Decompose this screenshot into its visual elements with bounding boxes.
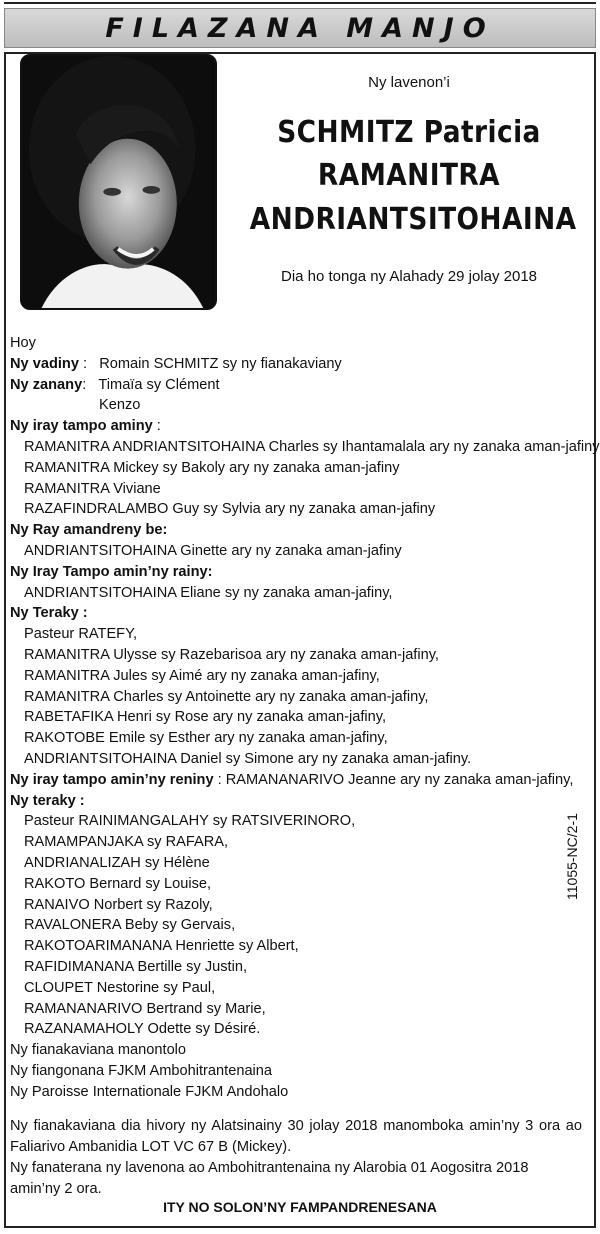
tampo-rainy-label: Ny Iray Tampo amin’ny rainy:: [10, 563, 213, 580]
tampo-label: Ny iray tampo aminy: [10, 418, 153, 435]
tampo-reniny-value: : RAMANANARIVO Jeanne ary ny zanaka aman-jafiny,: [213, 771, 574, 788]
list-item: RANAIVO Norbert sy Razoly,: [24, 896, 213, 913]
tampo-reniny-label: Ny iray tampo amin’ny reniny: [10, 771, 214, 788]
footer-para2-line2: amin’ny 2 ora.: [10, 1181, 102, 1197]
list-item: RAKOTO Bernard sy Louise,: [24, 875, 212, 892]
zanany-label: Ny zanany: [10, 376, 83, 393]
zanany-value2: Kenzo: [99, 397, 141, 414]
list-item: RAMANITRA Charles sy Antoinette ary ny zanaka aman-jafiny,: [24, 688, 429, 705]
list-item: RAMAMPANJAKA sy RAFARA,: [24, 834, 229, 851]
list-item: RAMANITRA ANDRIANTSITOHAINA Charles sy Ihantamalala ary ny zanaka aman-jafiny: [24, 438, 600, 455]
banner-title: FILAZANA MANJO: [105, 12, 495, 44]
vady-label: Ny vadiny: [10, 355, 79, 372]
tampo-reniny-line: [10, 770, 590, 791]
ray-label: Ny Ray amandreny be:: [10, 522, 168, 539]
zanany-value1: Timaïa sy Clément: [98, 376, 220, 393]
closing-item: Ny Paroisse Internationale FJKM Andohalo: [10, 1083, 289, 1100]
list-item: RAZANAMAHOLY Odette sy Désiré.: [24, 1021, 261, 1038]
banner: [4, 8, 596, 48]
zanany-line: [10, 375, 590, 396]
list-item: RAMANITRA Jules sy Aimé ary ny zanaka aman-jafiny,: [24, 667, 380, 684]
zanany-sep: :: [82, 376, 87, 393]
list-item: RAVALONERA Beby sy Gervais,: [24, 917, 236, 934]
closing-item: Ny fianakaviana manontolo: [10, 1042, 187, 1059]
list-item: ANDRIANTSITOHAINA Eliane sy ny zanaka aman-jafiny,: [24, 584, 393, 601]
list-item: RAMANANARIVO Bertrand sy Marie,: [24, 1000, 266, 1017]
deceased-name-line3: ANDRIANTSITOHAINA: [249, 202, 577, 237]
teraky2-label: Ny teraky :: [10, 792, 85, 809]
list-item: RABETAFIKA Henri sy Rose ary ny zanaka aman-jafiny,: [24, 709, 387, 726]
zanany-line2: [10, 395, 590, 416]
closing-statement: ITY NO SOLON’NY FAMPANDRENESANA: [163, 1199, 437, 1215]
tampo-label-line: [10, 416, 590, 437]
list-item: RAKOTOARIMANANA Henriette sy Albert,: [24, 938, 299, 955]
vady-value: Romain SCHMITZ sy ny fianakaviany: [99, 355, 342, 372]
list-item: ANDRIANALIZAH sy Hélène: [24, 854, 210, 871]
footer-para1: Ny fianakaviana dia hivory ny Alatsinainy 30 jolay 2018 manomboka amin’ny 3 ora ao Faliarivo Ambanidia LOT VC 67 B (Mickey).: [10, 1118, 582, 1155]
vady-sep: :: [78, 355, 88, 372]
death-notice: Dia ho tonga ny Alahady 29 jolay 2018: [280, 268, 538, 285]
tampo-sep: :: [152, 418, 161, 435]
footer-para2-line1: Ny fanaterana ny lavenona ao Ambohitrantenaina ny Alarobia 01 Aogositra 2018: [10, 1160, 529, 1176]
intro-text: Ny lavenon’i: [368, 74, 450, 91]
list-item: ANDRIANTSITOHAINA Ginette ary ny zanaka aman-jafiny: [24, 542, 402, 559]
list-item: Pasteur RAINIMANGALAHY sy RATSIVERINORO,: [24, 813, 356, 830]
notice-body: [10, 333, 600, 1102]
list-item: RAKOTOBE Emile sy Esther ary ny zanaka aman-jafiny,: [24, 730, 388, 747]
teraky1-label: Ny Teraky :: [10, 605, 88, 622]
list-item: ANDRIANTSITOHAINA Daniel sy Simone ary ny zanaka aman-jafiny.: [24, 750, 472, 767]
hoy-line: Hoy: [10, 335, 36, 351]
list-item: Pasteur RATEFY,: [24, 626, 138, 643]
reference-number: 11055-NC/2-1: [564, 813, 580, 900]
footer-text: [10, 1116, 582, 1200]
closing-item: Ny fiangonana FJKM Ambohitrantenaina: [10, 1062, 273, 1079]
list-item: RAMANITRA Viviane: [24, 480, 161, 497]
list-item: CLOUPET Nestorine sy Paul,: [24, 979, 216, 996]
portrait-photo: [20, 54, 217, 310]
deceased-name-line2: RAMANITRA: [317, 158, 501, 193]
vady-line: [10, 354, 590, 375]
top-rule: [4, 0, 596, 4]
list-item: RAZAFINDRALAMBO Guy sy Sylvia ary ny zanaka aman-jafiny: [24, 501, 436, 518]
list-item: RAMANITRA Ulysse sy Razebarisoa ary ny zanaka aman-jafiny,: [24, 646, 439, 663]
list-item: RAFIDIMANANA Bertille sy Justin,: [24, 958, 248, 975]
deceased-name-line1: SCHMITZ Patricia: [277, 115, 541, 150]
list-item: RAMANITRA Mickey sy Bakoly ary ny zanaka aman-jafiny: [24, 459, 400, 476]
